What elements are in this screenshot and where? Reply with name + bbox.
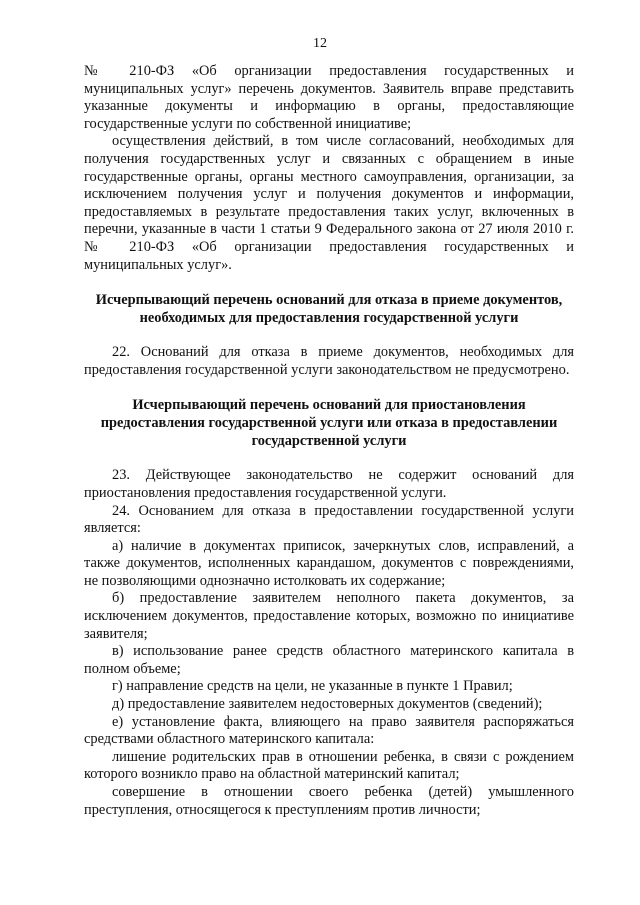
- section-heading: Исчерпывающий перечень оснований для отказа в приеме документов, необходимых для предоставления государственной услуги: [95, 292, 563, 327]
- list-item: в) использование ранее средств областного материнского капитала в полном объеме;: [84, 643, 574, 677]
- list-item: д) предоставление заявителем недостоверных документов (сведений);: [112, 696, 543, 713]
- paragraph: № 210-ФЗ «Об организации предоставления государственных и муниципальных услуг» перечень документов. Заявитель вправе представить указанные документы и информацию в органы, предоставляющие государственные услуги по собственной инициативе;: [84, 63, 574, 132]
- list-item: г) направление средств на цели, не указанные в пункте 1 Правил;: [112, 678, 513, 695]
- paragraph: 24. Основанием для отказа в предоставлении государственной услуги является:: [84, 502, 574, 537]
- document-body: [84, 63, 574, 819]
- paragraph: осуществления действий, в том числе согласований, необходимых для получения государственных услуг и связанных с обращением в иные государственные органы, органы местного самоуправления, организации, за исключением получения услуг и получения документов и информации, предоставляемых в результате предоставления таких услуг, включенных в перечни, указанные в части 1 статьи 9 Федерального закона от 27 июля 2010 г. № 210-ФЗ «Об организации предоставления государственных и муниципальных услуг».: [84, 133, 574, 273]
- list-item: е) установление факта, влияющего на право заявителя распоряжаться средствами областного материнского капитала:: [84, 713, 574, 748]
- page-number: 12: [313, 36, 327, 51]
- list-item: а) наличие в документах приписок, зачеркнутых слов, исправлений, а также документов, исполненных карандашом, документов с повреждениями, не позволяющими однозначно истолковать их содержание;: [84, 537, 574, 589]
- list-item: совершение в отношении своего ребенка (детей) умышленного преступления, относящегося к преступлениям против личности;: [84, 784, 574, 818]
- list-item: лишение родительских прав в отношении ребенка, в связи с рождением которого возникло право на областной материнский капитал;: [84, 748, 574, 783]
- paragraph: 23. Действующее законодательство не содержит оснований для приостановления предоставления государственной услуги.: [84, 467, 574, 501]
- section-heading: Исчерпывающий перечень оснований для приостановления предоставления государственной услуги или отказа в предоставлении государственной услуги: [100, 397, 558, 450]
- list-item: б) предоставление заявителем неполного пакета документов, за исключением документов, предоставление которых, возможно по инициативе заявителя;: [84, 590, 574, 642]
- paragraph: 22. Оснований для отказа в приеме документов, необходимых для предоставления государственной услуги законодательством не предусмотрено.: [84, 344, 574, 378]
